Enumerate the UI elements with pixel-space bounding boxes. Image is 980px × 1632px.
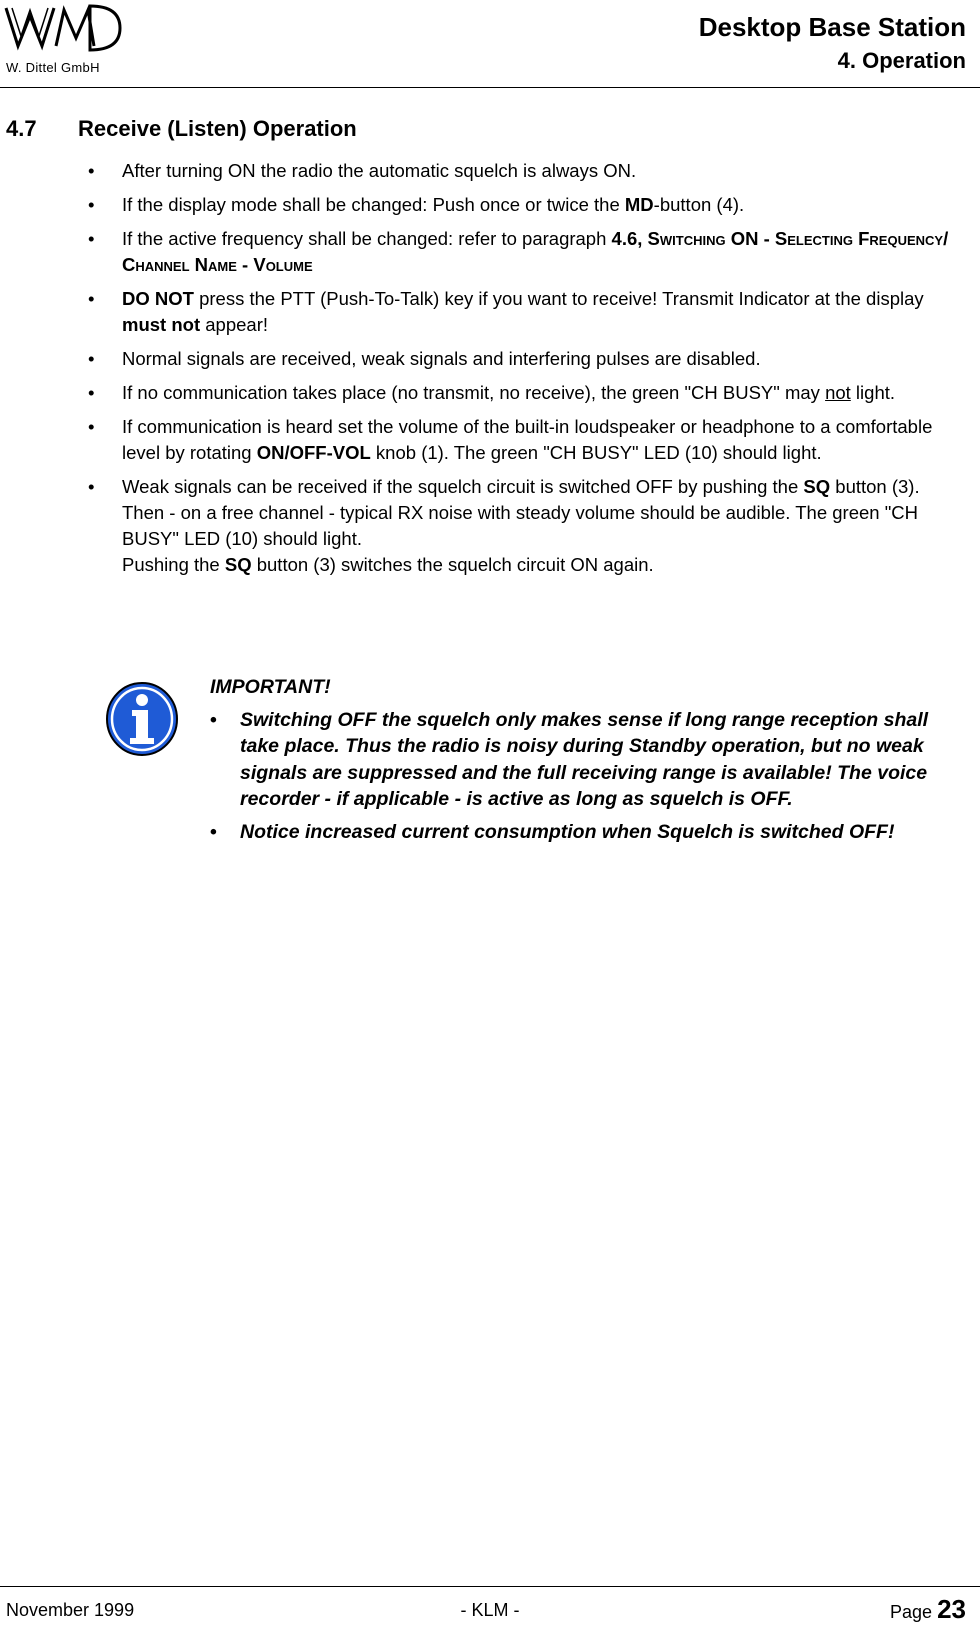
important-list bbox=[210, 707, 966, 846]
section-title: Receive (Listen) Operation bbox=[78, 116, 357, 141]
section-heading bbox=[6, 116, 357, 142]
page-header bbox=[0, 0, 980, 90]
important-notice bbox=[210, 674, 966, 851]
page-number-value: 23 bbox=[937, 1594, 966, 1624]
header-divider bbox=[0, 87, 980, 88]
list-item: • After turning ON the radio the automatic squelch is always ON. bbox=[86, 158, 966, 184]
important-title: IMPORTANT! bbox=[210, 676, 331, 698]
list-item: • If the display mode shall be changed: Push once or twice the MD-button (4). bbox=[86, 192, 966, 218]
paragraph-reference: 4.6, Switching ON - Selecting Frequency/ Channel Name - Volume bbox=[122, 228, 949, 275]
list-item: • Switching OFF the squelch only makes sense if long range reception shall take place. Thus the radio is noisy during Standby operation, but no weak signals are suppressed and the full receiving range is available! The voice recorder - if applicable - is active as long as squelch is OFF. bbox=[210, 707, 966, 813]
document-title: Desktop Base Station bbox=[698, 12, 966, 42]
list-item: • If no communication takes place (no transmit, no receive), the green "CH BUSY" may not light. bbox=[86, 380, 966, 406]
company-name: W. Dittel GmbH bbox=[6, 60, 100, 75]
footer-date: November 1999 bbox=[6, 1600, 135, 1620]
list-item: • DO NOT press the PTT (Push-To-Talk) key if you want to receive! Transmit Indicator at the display must not appear! bbox=[86, 286, 966, 338]
list-item: • If communication is heard set the volume of the built-in loudspeaker or headphone to a comfortable level by rotating ON/OFF-VOL knob (1). The green "CH BUSY" LED (10) should light. bbox=[86, 414, 966, 466]
list-item: • Normal signals are received, weak signals and interfering pulses are disabled. bbox=[86, 346, 966, 372]
footer-divider bbox=[0, 1586, 980, 1587]
list-item: • Notice increased current consumption when Squelch is switched OFF! bbox=[210, 819, 966, 846]
operation-bullet-list bbox=[86, 158, 966, 586]
company-logo bbox=[4, 2, 122, 54]
list-item: • Weak signals can be received if the squelch circuit is switched OFF by pushing the SQ button (3). Then - on a free channel - typical RX noise with steady volume should be audible. The green "CH BUSY" LED (10) should light. Pushing the SQ button (3) switches the squelch circuit ON again. bbox=[86, 474, 966, 578]
section-number: 4.7 bbox=[6, 116, 37, 141]
footer-center-label: - KLM - bbox=[460, 1600, 520, 1620]
list-item: • If the active frequency shall be changed: refer to paragraph 4.6, Switching ON - Selecting Frequency/ Channel Name - Volume bbox=[86, 226, 966, 278]
info-icon bbox=[104, 680, 180, 758]
page-label: Page bbox=[890, 1602, 933, 1622]
chapter-title: 4. Operation bbox=[837, 48, 966, 73]
page-number bbox=[890, 1594, 966, 1625]
